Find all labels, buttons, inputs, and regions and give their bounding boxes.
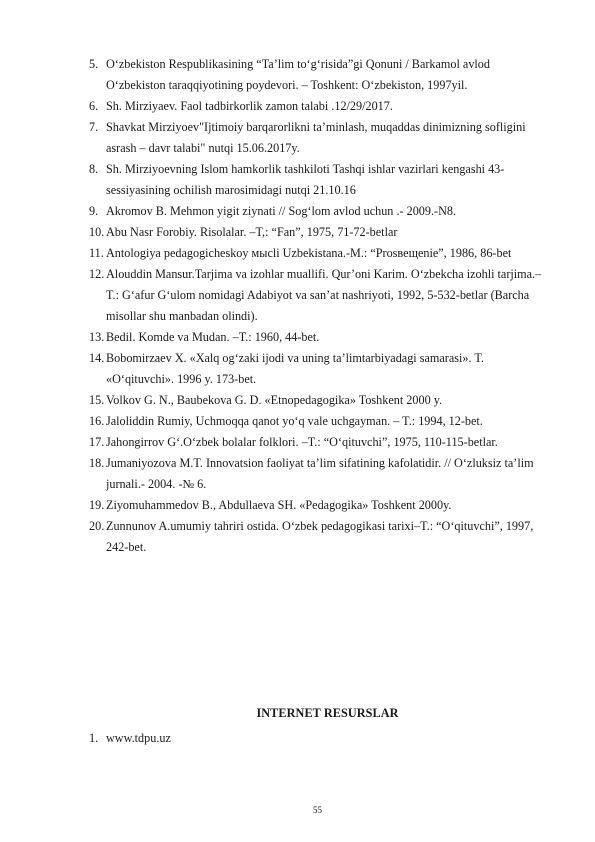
reference-text: O‘zbekiston Respublikasining “Ta’lim to‘g‘risida”gi Qonuni / Barkamol avlod O‘zbekiston taraqqiyotining poydevori. – Toshkent: O‘zbekiston, 1997yil.	[106, 57, 490, 92]
internet-resources-list	[89, 728, 549, 749]
reference-text: Bobomirzaev X. «Xalq og‘zaki ijodi va uning ta’limtarbiyadagi samarasi». T. «O‘qituvchi». 1996 y. 173-bet.	[106, 351, 484, 386]
reference-item	[89, 390, 549, 411]
reference-text: Sh. Mirziyoevning Islom hamkorlik tashkiloti Tashqi ishlar vazirlari kengashi 43-sessiyasining ochilish marosimidagi nutqi 21.10.16	[106, 162, 505, 197]
reference-item	[89, 495, 549, 516]
reference-item	[89, 516, 549, 558]
reference-number: 8.	[89, 162, 99, 176]
reference-text: Sh. Mirziyaev. Faol tadbirkorlik zamon talabi .12/29/2017.	[106, 99, 393, 113]
reference-text: Bedil. Komde va Mudan. –T.: 1960, 44-bet.	[106, 330, 320, 344]
reference-number: 5.	[89, 57, 99, 71]
reference-text: Ziyomuhammedov B., Abdullaeva SH. «Pedagogika» Toshkent 2000y.	[106, 498, 452, 512]
reference-number: 9.	[89, 204, 99, 218]
reference-text: Antologiya pedagogicheskoy мысli Uzbekistana.-M.: “Prosвeщenie”, 1986, 86-bet	[106, 246, 512, 260]
reference-item	[89, 201, 549, 222]
internet-resource-item	[89, 728, 549, 749]
reference-item	[89, 453, 549, 495]
reference-item	[89, 243, 549, 264]
reference-item	[89, 222, 549, 243]
reference-text: Akromov B. Mehmon yigit ziynati // Sog‘lom avlod uchun .- 2009.-N8.	[106, 204, 457, 218]
reference-text: Shavkat Mirziyoev"Ijtimoiy barqarorlikni ta’minlash, muqaddas dinimizning sofligini asrash – davr talabi" nutqi 15.06.2017y.	[106, 120, 526, 155]
reference-item	[89, 411, 549, 432]
reference-item	[89, 54, 549, 96]
reference-text: Volkov G. N., Baubekova G. D. «Etnopedagogika» Toshkent 2000 y.	[106, 393, 443, 407]
reference-number: 14.	[89, 351, 105, 365]
reference-item	[89, 348, 549, 390]
reference-item	[89, 432, 549, 453]
reference-item	[89, 264, 549, 327]
reference-item	[89, 96, 549, 117]
reference-number: 15.	[89, 393, 105, 407]
reference-text: Jahongirrov G‘.O‘zbek bolalar folklori. –T.: “O‘qituvchi”, 1975, 110-115-betlar.	[106, 435, 498, 449]
reference-text: Jumaniyozova M.T. Innovatsion faoliyat ta’lim sifatining kafolatidir. // O‘zluksiz ta’lim jurnali.- 2004. -№ 6.	[106, 456, 534, 491]
references-list	[89, 54, 549, 558]
reference-text: Jaloliddin Rumiy, Uchmoqqa qanot yo‘q vale uchgayman. – T.: 1994, 12-bet.	[106, 414, 483, 428]
reference-item	[89, 327, 549, 348]
reference-number: 19.	[89, 498, 105, 512]
internet-resources-heading: INTERNET RESURSLAR	[256, 706, 399, 720]
reference-number: 16.	[89, 414, 105, 428]
reference-text: Zunnunov A.umumiy tahriri ostida. O‘zbek pedagogikasi tarixi–T.: “O‘qituvchi”, 1997, 242-bet.	[106, 519, 534, 554]
reference-text: Alouddin Mansur.Tarjima va izohlar muallifi. Qur’oni Karim. O‘zbekcha izohli tarjima.– T.: G‘afur G‘ulom nomidagi Adabiyot va san’at nashriyoti, 1992, 5-532-betlar (Barcha misollar shu manbadan olindi).	[106, 267, 542, 323]
internet-resource-link[interactable]: www.tdpu.uz	[106, 731, 171, 745]
reference-item	[89, 117, 549, 159]
reference-number: 11.	[89, 246, 104, 260]
reference-number: 12.	[89, 267, 105, 281]
reference-number: 13.	[89, 330, 105, 344]
reference-number: 20.	[89, 519, 105, 533]
reference-item	[89, 159, 549, 201]
internet-resource-number: 1.	[89, 731, 99, 745]
reference-number: 10.	[89, 225, 105, 239]
page-number: 55	[313, 805, 322, 815]
reference-number: 6.	[89, 99, 99, 113]
reference-text: Abu Nasr Forobiy. Risolalar. –T,: “Fan”, 1975, 71-72-betlar	[106, 225, 398, 239]
reference-number: 17.	[89, 435, 105, 449]
reference-number: 7.	[89, 120, 99, 134]
reference-number: 18.	[89, 456, 105, 470]
